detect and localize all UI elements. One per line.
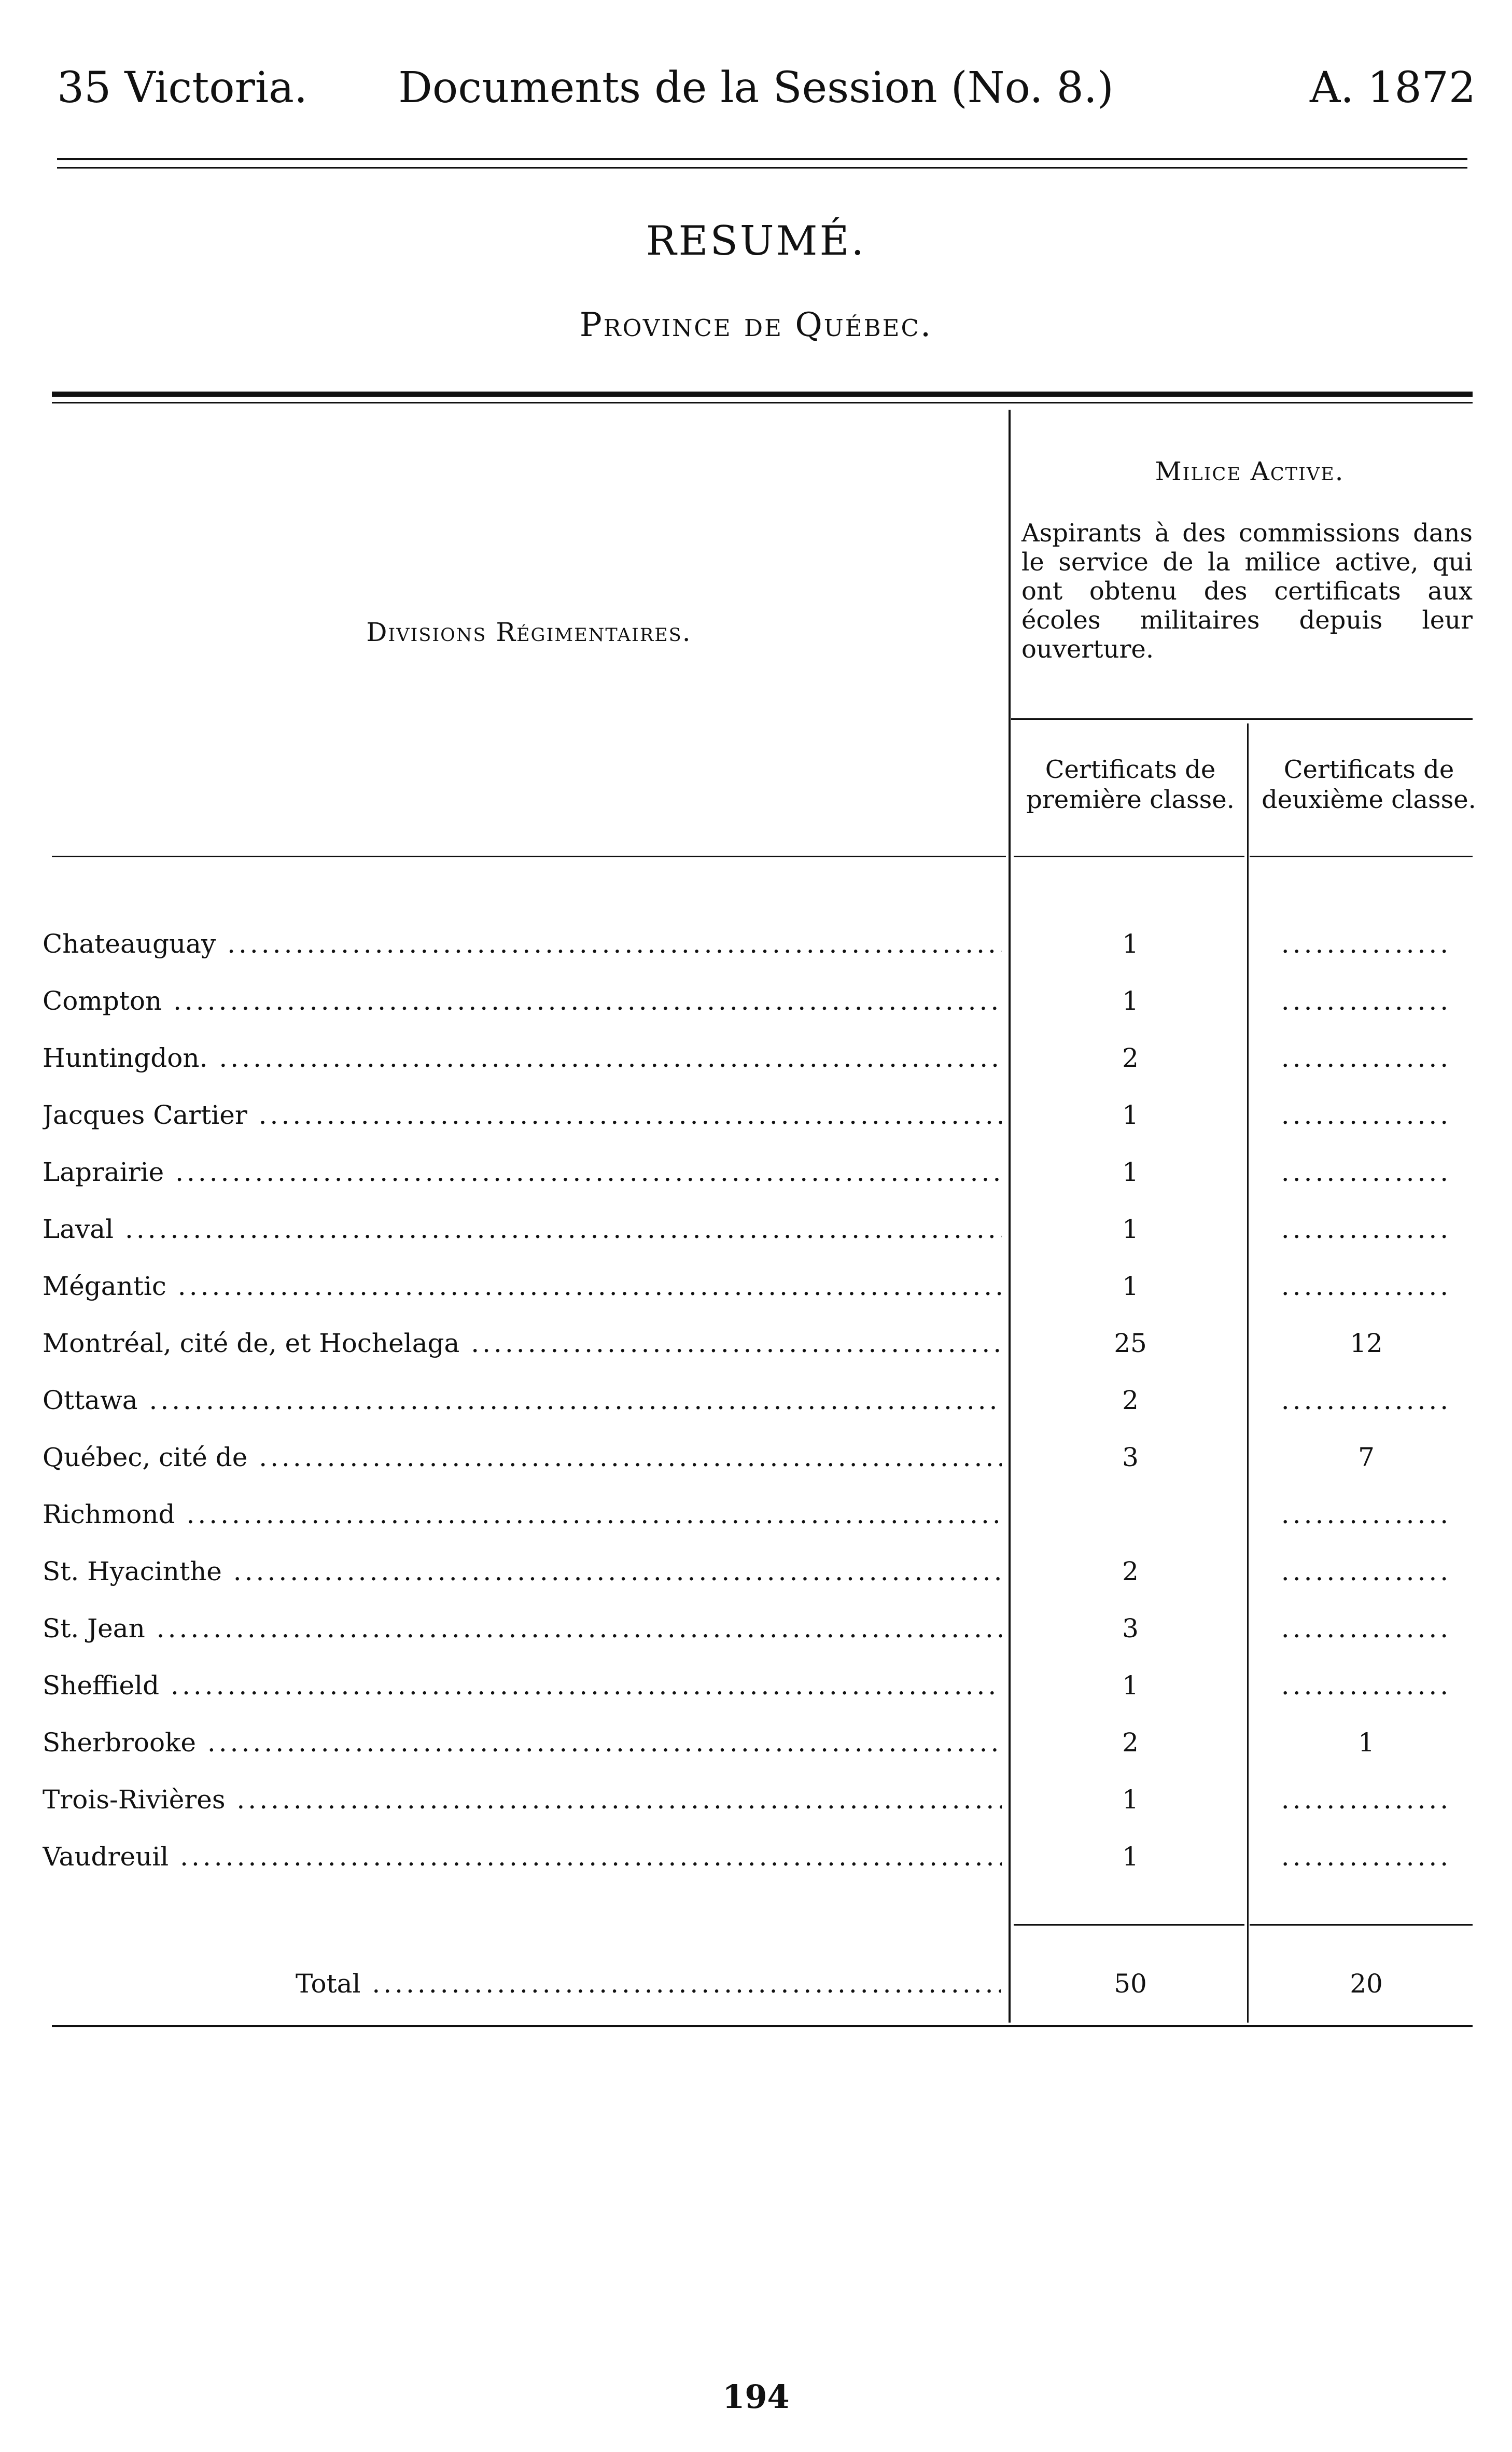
running-header	[0, 57, 1512, 119]
second-class-count	[1252, 921, 1480, 967]
first-class-count: 1	[1122, 1271, 1139, 1301]
second-class-count	[1252, 1377, 1480, 1424]
milice-subheader-rule	[1011, 718, 1473, 720]
division-name: Laprairie .....	[43, 1149, 1002, 1195]
division-name: Mégantic .....	[43, 1263, 1002, 1309]
division-name: Laval .....	[43, 1206, 1002, 1252]
table-row	[0, 1662, 1512, 1709]
first-class-count: 1	[1122, 1157, 1139, 1187]
division-name: Ottawa .....	[43, 1377, 1002, 1424]
division-name: Compton .....	[43, 978, 1002, 1024]
division-name: Sheffield .....	[43, 1662, 1002, 1709]
first-class-count: 1	[1122, 986, 1139, 1016]
second-class-count: 12	[1350, 1328, 1383, 1358]
header-bottom-rule-mid	[1014, 856, 1244, 857]
column-header-aspirants: Aspirants à des commissions dans le service de la milice active, qui ont obtenu des certificats aux écoles militaires depuis leur ouverture.	[1021, 519, 1473, 664]
table-row	[0, 1833, 1512, 1880]
division-name: Richmond .....	[43, 1491, 1002, 1538]
page-title: RESUMÉ.	[646, 218, 866, 264]
total-rule-right	[1250, 1924, 1473, 1926]
table-bottom-rule	[52, 2025, 1473, 2027]
table-row	[0, 1149, 1512, 1195]
table-row	[0, 1377, 1512, 1424]
second-class-count	[1252, 1149, 1480, 1195]
table-row	[0, 1320, 1512, 1367]
first-class-count: 2	[1122, 1385, 1139, 1415]
total-first-class: 50	[1114, 1969, 1147, 1999]
table-row	[0, 1434, 1512, 1481]
first-class-count: 3	[1122, 1613, 1139, 1643]
column-header-divisions: Divisions Régimentaires.	[366, 617, 692, 647]
header-volume: 35 Victoria.	[57, 63, 308, 113]
first-class-count: 2	[1122, 1556, 1139, 1586]
total-row	[0, 1958, 1512, 2010]
table-row	[0, 1092, 1512, 1138]
page-number: 194	[722, 2378, 790, 2416]
page-subtitle: Province de Québec.	[579, 306, 933, 344]
column-header-second-class: Certificats de deuxième classe.	[1262, 755, 1476, 814]
table-row	[0, 1491, 1512, 1538]
table-row	[0, 1263, 1512, 1309]
first-class-count: 3	[1122, 1442, 1139, 1472]
second-class-count: 1	[1358, 1727, 1375, 1758]
first-class-count: 2	[1122, 1727, 1139, 1758]
header-bottom-rule-left	[52, 856, 1006, 857]
first-class-count: 25	[1114, 1328, 1147, 1358]
table-row	[0, 1605, 1512, 1652]
division-name: Huntingdon. .....	[43, 1035, 1002, 1081]
second-class-count	[1252, 1662, 1480, 1709]
division-name: St. Hyacinthe .....	[43, 1548, 1002, 1595]
column-divider-sub	[1247, 723, 1249, 2023]
header-year: A. 1872	[1309, 63, 1476, 113]
header-rule-bottom	[57, 167, 1467, 169]
header-document-title: Documents de la Session (No. 8.)	[398, 63, 1114, 113]
table-row	[0, 1206, 1512, 1252]
table-row	[0, 1548, 1512, 1595]
second-class-count	[1252, 1833, 1480, 1880]
second-class-count	[1252, 1605, 1480, 1652]
division-name: Trois-Rivières .....	[43, 1776, 1002, 1823]
first-class-count: 1	[1122, 1785, 1139, 1815]
first-class-count: 1	[1122, 1670, 1139, 1701]
total-label: Total .....	[296, 1958, 1001, 2010]
column-header-first-class: Certificats de première classe.	[1026, 755, 1235, 814]
second-class-count	[1252, 1776, 1480, 1823]
table-row	[0, 978, 1512, 1024]
second-class-count	[1252, 978, 1480, 1024]
division-name: Sherbrooke .....	[43, 1719, 1002, 1766]
first-class-count: 2	[1122, 1043, 1139, 1073]
table-top-rule	[52, 392, 1473, 397]
second-class-count	[1252, 1548, 1480, 1595]
column-header-milice-active: Milice Active.	[1155, 456, 1345, 486]
table-row	[0, 1035, 1512, 1081]
division-name: Vaudreuil .....	[43, 1833, 1002, 1880]
second-class-count	[1252, 1491, 1480, 1538]
second-class-count	[1252, 1092, 1480, 1138]
first-class-count: 1	[1122, 1842, 1139, 1872]
total-second-class: 20	[1350, 1969, 1383, 1999]
first-class-count: 1	[1122, 1214, 1139, 1244]
second-class-count: 7	[1358, 1442, 1375, 1472]
second-class-count	[1252, 1206, 1480, 1252]
table-top-rule-thin	[52, 402, 1473, 403]
header-rule-top	[57, 158, 1467, 160]
header-bottom-rule-right	[1250, 856, 1473, 857]
division-name: Chateauguay .....	[43, 921, 1002, 967]
table-row	[0, 921, 1512, 967]
total-rule-mid	[1014, 1924, 1244, 1926]
first-class-count: 1	[1122, 1100, 1139, 1130]
division-name: Québec, cité de .....	[43, 1434, 1002, 1481]
division-name: Montréal, cité de, et Hochelaga .....	[43, 1320, 1002, 1367]
table-row	[0, 1719, 1512, 1766]
second-class-count	[1252, 1263, 1480, 1309]
division-name: Jacques Cartier .....	[43, 1092, 1002, 1138]
first-class-count: 1	[1122, 929, 1139, 959]
division-name: St. Jean .....	[43, 1605, 1002, 1652]
second-class-count	[1252, 1035, 1480, 1081]
table-row	[0, 1776, 1512, 1823]
